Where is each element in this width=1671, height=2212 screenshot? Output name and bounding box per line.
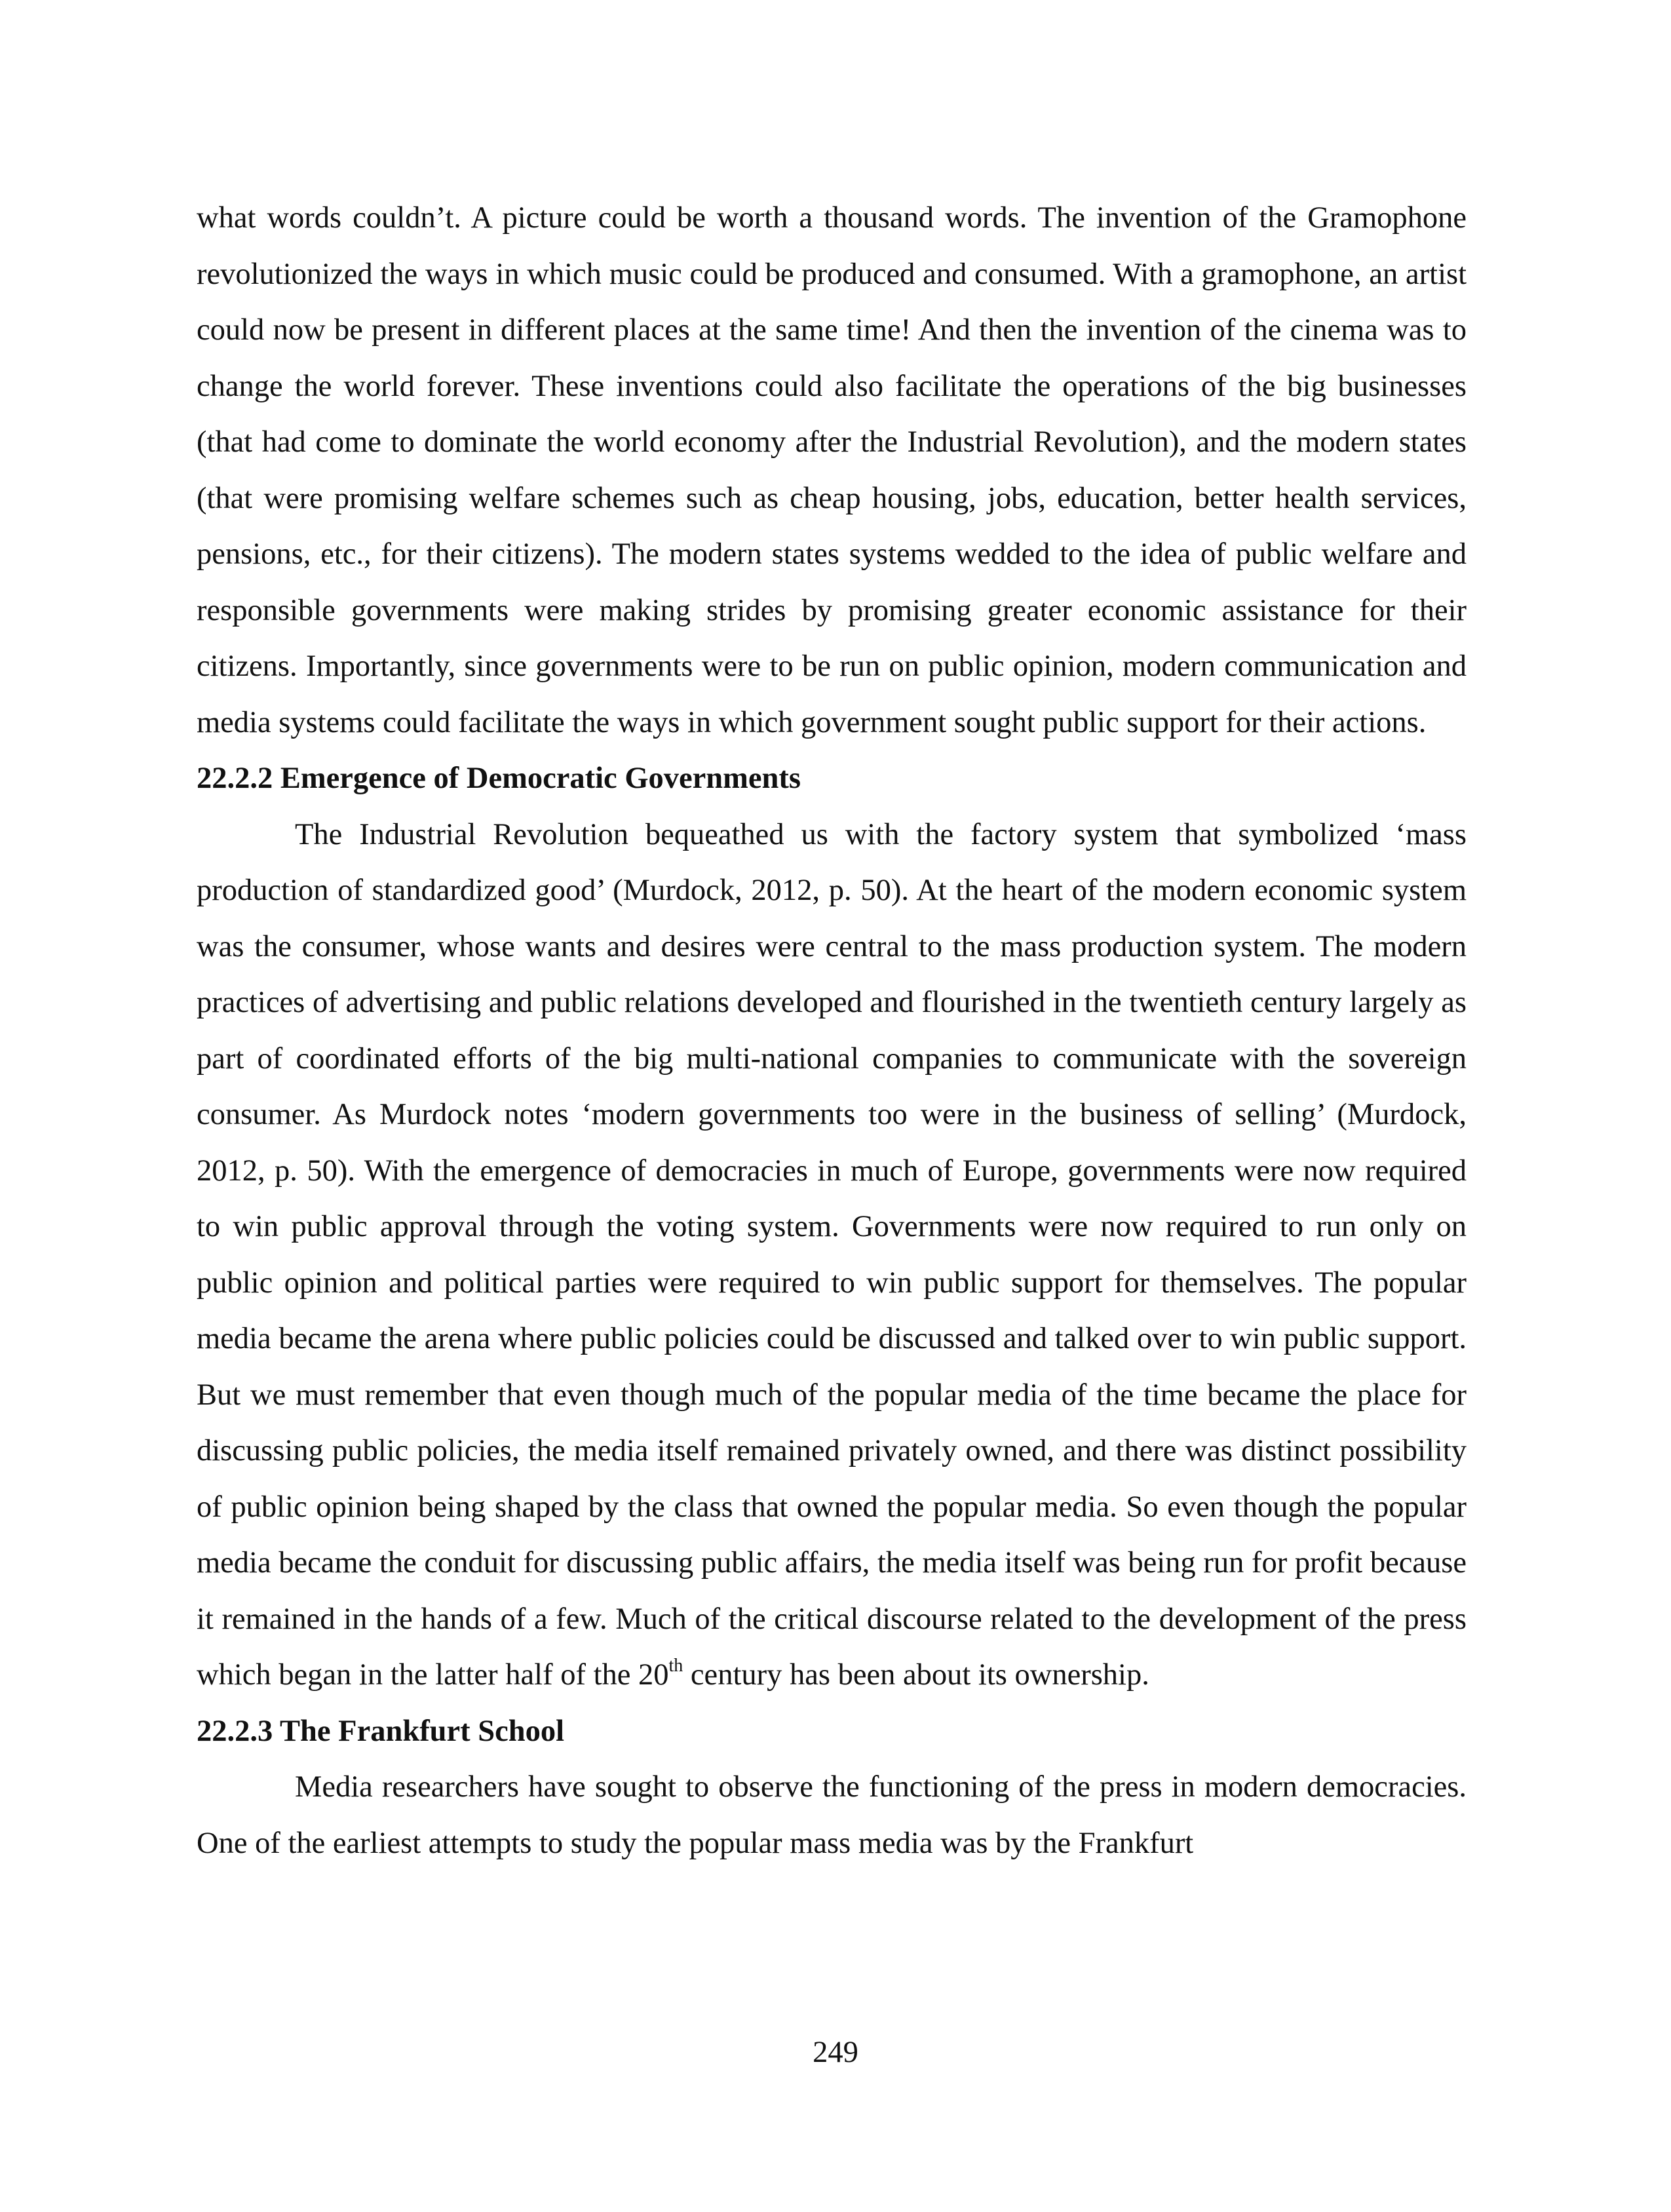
paragraph-gramophone-cinema: what words couldn’t. A picture could be worth a thousand words. The invention of the Gramophone revolutionized the ways in which music could be produced and consumed. With a gramophone, an artist could now be present in different places at the same time! And then the invention of the cinema was to change the world forever. These inventions could also facilitate the operations of the big businesses (that had come to dominate the world economy after the Industrial Revolution), and the modern states (that were promising welfare schemes such as cheap housing, jobs, education, better health services, pensions, etc., for their citizens). The modern states systems wedded to the idea of public welfare and responsible governments were making strides by promising greater economic assistance for their citizens. Importantly, since governments were to be run on public opinion, modern communication and media systems could facilitate the ways in which government sought public support for their actions. xyxy=(197,201,1467,739)
paragraph-industrial-revolution-text: The Industrial Revolution bequeathed us with the factory system that symbolized ‘mass production of standardized good’ (Murdock, 2012, p. 50). At the heart of the modern economic system was the consumer, whose wants and desires were central to the mass production system. The modern practices of advertising and public relations developed and flourished in the twentieth century largely as part of coordinated efforts of the big multi-national companies to communicate with the sovereign consumer. As Murdock notes ‘modern governments too were in the business of selling’ (Murdock, 2012, p. 50). With the emergence of democracies in much of Europe, governments were now required to win public approval through the voting system. Governments were now required to run only on public opinion and political parties were required to win public support for themselves. The popular media became the arena where public policies could be discussed and talked over to win public support. But we must remember that even though much of the popular media of the time became the place for discussing public policies, the media itself remained privately owned, and there was distinct possibility of public opinion being shaped by the class that owned the popular media. So even though the popular media became the conduit for discussing public affairs, the media itself was being run for profit because it remained in the hands of a few. Much of the critical discourse related to the development of the press which began in the latter half of the 20 xyxy=(197,817,1467,1692)
page-number: 249 xyxy=(813,2036,858,2069)
page-body xyxy=(197,190,1467,1871)
section-heading-frankfurt-school: 22.2.3 The Frankfurt School xyxy=(197,1714,565,1748)
paragraph-industrial-revolution xyxy=(197,807,1467,1703)
section-heading-democratic-governments: 22.2.2 Emergence of Democratic Governments xyxy=(197,762,801,795)
paragraph-industrial-revolution-tail: century has been about its ownership. xyxy=(683,1658,1149,1692)
paragraph-media-researchers: Media researchers have sought to observe the functioning of the press in modern democracies. One of the earliest attempts to study the popular mass media was by the Frankfurt xyxy=(197,1770,1467,1860)
ordinal-superscript: th xyxy=(668,1656,683,1676)
